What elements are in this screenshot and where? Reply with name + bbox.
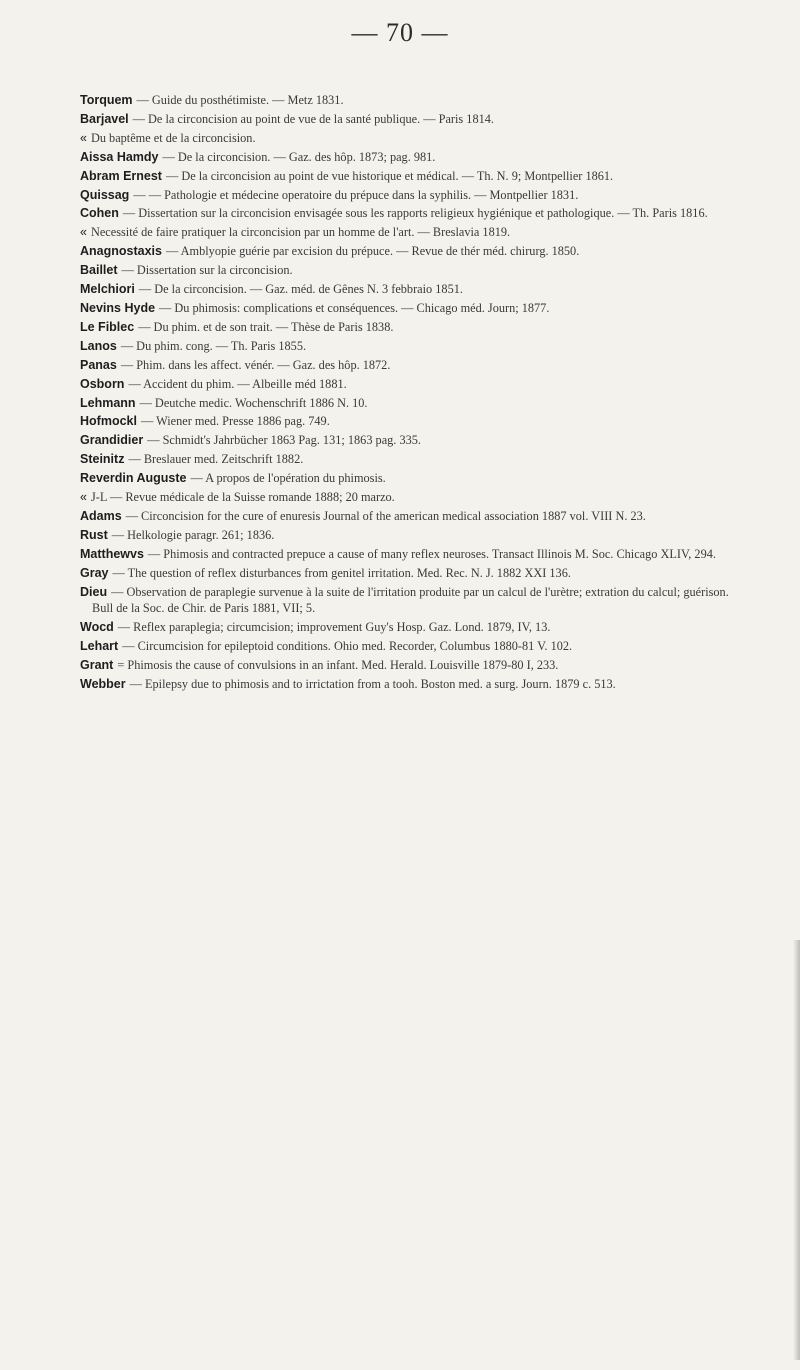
entry-text: — — Pathologie et médecine operatoire du prépuce dans la syphilis. — Montpellier 1831.	[133, 187, 579, 202]
entry-author: Osborn	[80, 376, 125, 391]
entry-text: J-L — Revue médicale de la Suisse romande 1888; 20 marzo.	[90, 490, 395, 505]
entry-author: Matthewvs	[80, 546, 144, 561]
entry-author: Aissa Hamdy	[80, 149, 159, 164]
bibliography-entry	[80, 205, 742, 221]
bibliography-entry	[80, 638, 742, 654]
entry-author: «	[80, 130, 87, 145]
bibliography-entry	[80, 527, 742, 543]
entry-author: Rust	[80, 527, 108, 542]
entry-text: = Phimosis the cause of convulsions in an infant. Med. Herald. Louisville 1879-80 I, 233.	[117, 657, 559, 672]
entry-author: Gray	[80, 565, 109, 580]
bibliography-entry	[80, 508, 742, 524]
entry-text: — Reflex paraplegia; circumcision; improvement Guy's Hosp. Gaz. Lond. 1879, IV, 13.	[117, 619, 551, 634]
bibliography-entry	[80, 319, 742, 335]
bibliography-entry	[80, 149, 742, 165]
entry-text: Du baptême et de la circoncision.	[90, 130, 256, 145]
entry-text: — Accident du phim. — Albeille méd 1881.	[128, 376, 347, 391]
bibliography-entry	[80, 92, 742, 108]
entry-author: Le Fiblec	[80, 319, 135, 334]
bibliography-entry	[80, 111, 742, 127]
entry-author: Reverdin Auguste	[80, 471, 187, 486]
page-edge-shadow	[793, 940, 800, 1360]
bibliography-list	[80, 92, 742, 695]
entry-text: — Wiener med. Presse 1886 pag. 749.	[140, 414, 330, 429]
entry-text: — Amblyopie guérie par excision du prépuce. — Revue de thér méd. chirurg. 1850.	[165, 244, 580, 259]
entry-text: — Schmidt's Jahrbücher 1863 Pag. 131; 1863 pag. 335.	[147, 433, 421, 448]
bibliography-entry	[80, 300, 742, 316]
entry-text: — Du phimosis: complications et conséquences. — Chicago méd. Journ; 1877.	[159, 300, 550, 315]
entry-text: — Circoncision for the cure of enuresis Journal of the american medical association 1887 vol. VIII N. 23.	[125, 508, 646, 523]
bibliography-entry	[80, 376, 742, 392]
entry-text: — Phimosis and contracted prepuce a cause of many reflex neuroses. Transact Illinois M. Soc. Chicago XLIV, 294.	[147, 546, 716, 561]
entry-text: — Deutche medic. Wochenschrift 1886 N. 10.	[139, 395, 368, 410]
bibliography-entry	[80, 224, 742, 240]
entry-author: Anagnostaxis	[80, 244, 162, 259]
entry-author: Webber	[80, 676, 126, 691]
entry-author: Adams	[80, 508, 122, 523]
bibliography-entry	[80, 395, 742, 411]
entry-author: Cohen	[80, 206, 119, 221]
bibliography-entry	[80, 470, 742, 486]
entry-text: — De la circoncision au point de vue historique et médical. — Th. N. 9; Montpellier 1861.	[165, 168, 614, 183]
entry-author: Lehart	[80, 638, 119, 653]
entry-author: Baillet	[80, 263, 118, 278]
bibliography-entry	[80, 619, 742, 635]
entry-text: — De la circoncision. — Gaz. des hôp. 1873; pag. 981.	[162, 149, 436, 164]
entry-text: — Helkologie paragr. 261; 1836.	[111, 527, 275, 542]
entry-author: Grant	[80, 657, 114, 672]
entry-author: «	[80, 225, 87, 240]
bibliography-entry	[80, 168, 742, 184]
bibliography-entry	[80, 451, 742, 467]
bibliography-entry	[80, 413, 742, 429]
bibliography-entry	[80, 676, 742, 692]
entry-text: Necessité de faire pratiquer la circoncision par un homme de l'art. — Breslavia 1819.	[90, 225, 511, 240]
entry-author: Melchiori	[80, 282, 135, 297]
entry-author: Barjavel	[80, 111, 129, 126]
entry-text: — Guide du posthétimiste. — Metz 1831.	[136, 93, 344, 107]
entry-text: — Dissertation sur la circoncision.	[121, 263, 293, 278]
entry-author: Grandidier	[80, 433, 144, 448]
bibliography-entry	[80, 357, 742, 373]
entry-text: — Du phim. cong. — Th. Paris 1855.	[120, 338, 307, 353]
entry-author: Abram Ernest	[80, 168, 162, 183]
entry-author: «	[80, 490, 87, 505]
entry-author: Lanos	[80, 338, 117, 353]
entry-author: Dieu	[80, 584, 108, 599]
entry-text: — Circumcision for epileptoid conditions. Ohio med. Recorder, Columbus 1880-81 V. 102.	[122, 638, 573, 653]
bibliography-entry	[80, 657, 742, 673]
page-number: — 70 —	[351, 18, 449, 47]
entry-author: Steinitz	[80, 452, 125, 467]
bibliography-entry	[80, 243, 742, 259]
entry-author: Lehmann	[80, 395, 136, 410]
entry-text: — De la circoncision au point de vue de la santé publique. — Paris 1814.	[132, 111, 494, 126]
bibliography-entry	[80, 489, 742, 505]
bibliography-entry	[80, 565, 742, 581]
bibliography-entry	[80, 262, 742, 278]
bibliography-entry	[80, 187, 742, 203]
bibliography-entry	[80, 546, 742, 562]
entry-text: — Breslauer med. Zeitschrift 1882.	[128, 452, 304, 467]
entry-text: — Du phim. et de son trait. — Thèse de Paris 1838.	[138, 319, 394, 334]
entry-author: Quissag	[80, 187, 130, 202]
entry-text: — Observation de paraplegie survenue à la suite de l'irritation produite par un calcul de l'urètre; extration du calcul; guérison. Bull de la Soc. de Chir. de Paris 1881, VII; 5.	[92, 584, 729, 615]
entry-author: Hofmockl	[80, 414, 137, 429]
bibliography-entry	[80, 130, 742, 146]
entry-text: — Phim. dans les affect. vénér. — Gaz. des hôp. 1872.	[120, 357, 391, 372]
entry-author: Nevins Hyde	[80, 300, 156, 315]
entry-author: Panas	[80, 357, 117, 372]
entry-text: — Epilepsy due to phimosis and to irrictation from a tooh. Boston med. a surg. Journ. 1879 c. 513.	[129, 676, 616, 691]
bibliography-entry	[80, 281, 742, 297]
bibliography-entry	[80, 584, 742, 617]
bibliography-entry	[80, 338, 742, 354]
entry-text: — Dissertation sur la circoncision envisagée sous les rapports religieux hygiénique et pathologique. — Th. Paris 1816.	[122, 206, 708, 221]
entry-text: — De la circoncision. — Gaz. méd. de Gênes N. 3 febbraio 1851.	[138, 282, 463, 297]
entry-author: Torquem	[80, 93, 133, 107]
bibliography-entry	[80, 432, 742, 448]
entry-text: — A propos de l'opération du phimosis.	[190, 471, 386, 486]
entry-text: — The question of reflex disturbances from genitel irritation. Med. Rec. N. J. 1882 XXI 136.	[112, 565, 571, 580]
entry-author: Wocd	[80, 619, 114, 634]
